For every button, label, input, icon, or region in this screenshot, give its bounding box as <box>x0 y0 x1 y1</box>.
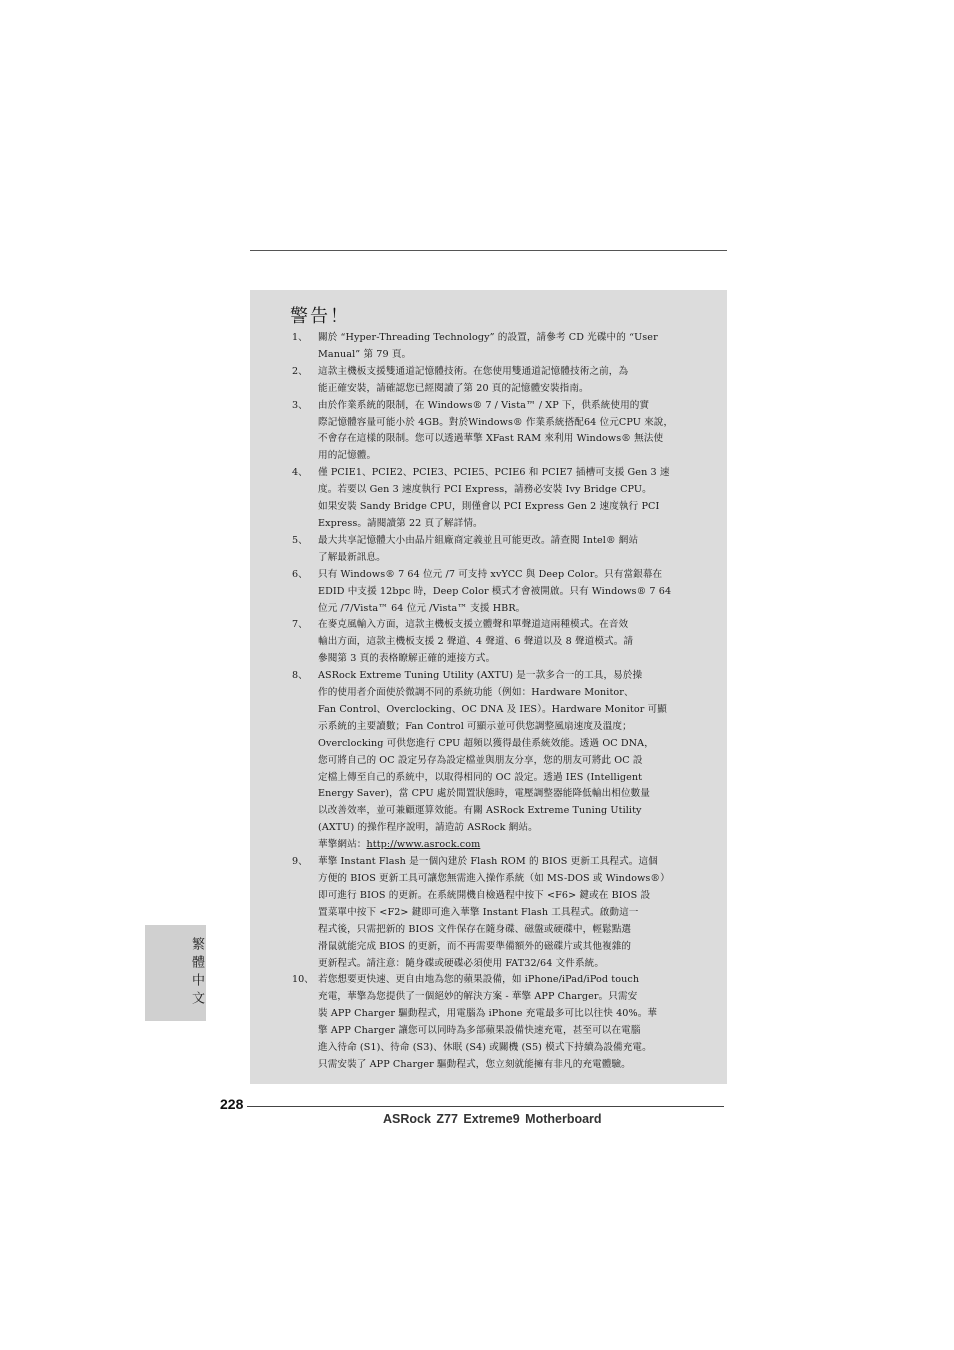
website-label: 華擎網站： <box>318 839 367 851</box>
list-item <box>292 854 684 972</box>
list-item-line: 滑鼠就能完成 BIOS 的更新，而不再需要準備額外的磁碟片或其他複雜的 <box>318 940 632 952</box>
website-row <box>318 837 684 854</box>
list-item-line: 這款主機板支援雙通道記憶體技術。在您使用雙通道記憶體技術之前，為 <box>318 365 629 377</box>
list-item-line: 位元 /7/Vista™ 64 位元 /Vista™ 支援 HBR。 <box>318 602 526 614</box>
list-item-line: (AXTU) 的操作程序說明，請造訪 ASRock 網站。 <box>318 822 538 834</box>
list-item-line: Express。請閱讀第 22 頁了解詳情。 <box>318 517 483 529</box>
list-item <box>292 617 684 668</box>
list-item-line: 以改善效率，並可兼顧運算效能。有關 ASRock Extreme Tuning Utility <box>318 805 642 817</box>
list-item-number: 9、 <box>292 856 308 868</box>
list-item <box>292 364 684 398</box>
list-item-line: 度。若要以 Gen 3 速度執行 PCI Express，請務必安裝 Ivy Bridge CPU。 <box>318 484 652 496</box>
list-item-line: 擎 APP Charger 讓您可以同時為多部蘋果設備快速充電，甚至可以在電腦 <box>318 1025 641 1037</box>
list-item-line: 裝 APP Charger 驅動程式，用電腦為 iPhone 充電最多可比以往快 40%。華 <box>318 1008 658 1020</box>
website-link[interactable]: http://www.asrock.com <box>366 839 481 851</box>
list-item <box>292 972 684 1073</box>
list-item-line: 華擎 Instant Flash 是一個內建於 Flash ROM 的 BIOS 更新工具程式。這個 <box>318 856 658 868</box>
list-item-line: 關於 “Hyper-Threading Technology” 的設置，請參考 CD 光碟中的 “User <box>318 332 658 343</box>
list-item-number: 7、 <box>292 619 308 631</box>
list-item <box>292 567 684 618</box>
list-item <box>292 533 684 567</box>
list-item-line: 若您想要更快速、更自由地為您的蘋果設備，如 iPhone/iPad/iPod touch <box>318 974 640 986</box>
list-item-line: 即可進行 BIOS 的更新。在系統開機自檢過程中按下 <F6> 鍵或在 BIOS 設 <box>318 889 651 901</box>
list-item-line: 充電，華擎為您提供了一個絕妙的解決方案 - 華擎 APP Charger。只需安 <box>318 991 638 1003</box>
list-item-line: Fan Control、Overclocking、OC DNA 及 IES）。Hardware Monitor 可顯 <box>318 703 667 715</box>
list-item-line: 方便的 BIOS 更新工具可讓您無需進入操作系統（如 MS-DOS 或 Windows®） <box>318 873 670 884</box>
list-item-line: 如果安裝 Sandy Bridge CPU，則僅會以 PCI Express Gen 2 速度執行 PCI <box>318 501 660 513</box>
list-item-number: 2、 <box>292 365 308 377</box>
list-item-line: 參閱第 3 頁的表格瞭解正確的連接方式。 <box>318 653 496 665</box>
list-item-line: 只有 Windows® 7 64 位元 /7 可支持 xvYCC 與 Deep Color。只有當銀幕在 <box>318 568 663 580</box>
list-item <box>292 668 684 854</box>
notice-box <box>250 290 727 1084</box>
notice-list <box>292 330 684 1074</box>
list-item-line: 僅 PCIE1、PCIE2、PCIE3、PCIE5、PCIE6 和 PCIE7 插槽可支援 Gen 3 速 <box>318 467 670 479</box>
list-item-line: EDID 中支援 12bpc 時，Deep Color 模式才會被開啟。只有 Windows® 7 64 <box>318 585 672 597</box>
list-item-line: 最大共享記憶體大小由晶片組廠商定義並且可能更改。請查閱 Intel® 網站 <box>318 534 639 546</box>
list-item-line: 作的使用者介面使於微調不同的系統功能（例如：Hardware Monitor、 <box>318 687 634 699</box>
list-item-line: 不會存在這樣的限制。您可以透過華擎 XFast RAM 來利用 Windows® 無法使 <box>318 433 664 445</box>
language-tab-label: 繁體中文 <box>189 937 204 1009</box>
list-item-line: 進入待命 (S1)、待命 (S3)、休眠 (S4) 或關機 (S5) 模式下持續為設備充電。 <box>318 1042 652 1054</box>
list-item-line: 了解最新訊息。 <box>318 551 386 563</box>
list-item-number: 8、 <box>292 670 308 682</box>
notice-title: 警告！ <box>290 306 350 327</box>
list-item <box>292 465 684 533</box>
list-item-line: 在麥克風輸入方面，這款主機板支援立體聲和單聲道這兩種模式。在音效 <box>318 619 629 631</box>
list-item-line: Energy Saver)，當 CPU 處於閒置狀態時，電壓調整器能降低輸出相位數量 <box>318 788 651 800</box>
list-item-line: 用的記憶體。 <box>318 450 377 462</box>
list-item-line: 程式後，只需把新的 BIOS 文件保存在隨身碟、磁盤或硬碟中，輕鬆點選 <box>318 923 632 935</box>
list-item-line: ASRock Extreme Tuning Utility (AXTU) 是一款多合一的工具，易於操 <box>318 670 643 682</box>
page-number: 228 <box>220 1096 244 1112</box>
list-item-number: 3、 <box>292 399 308 411</box>
list-item-number: 6、 <box>292 568 308 580</box>
list-item <box>292 398 684 466</box>
language-tab <box>145 925 206 1021</box>
list-item-number: 4、 <box>292 467 308 479</box>
list-item-line: 置菜單中按下 <F2> 鍵即可進入華擎 Instant Flash 工具程式。啟動這一 <box>318 906 639 918</box>
list-item-number: 5、 <box>292 534 308 546</box>
list-item-line: Manual” 第 79 頁。 <box>318 348 412 360</box>
list-item-line: 能正確安裝，請確認您已經閱讀了第 20 頁的記憶體安裝指南。 <box>318 382 589 394</box>
footer-title: ASRock Z77 Extreme9 Motherboard <box>383 1112 602 1126</box>
list-item-line: 只需安裝了 APP Charger 驅動程式，您立刻就能擁有非凡的充電體驗。 <box>318 1058 631 1070</box>
list-item-line: 輸出方面，這款主機板支援 2 聲道、4 聲道、6 聲道以及 8 聲道模式。請 <box>318 636 634 648</box>
list-item <box>292 330 684 364</box>
list-item-line: 際記憶體容量可能小於 4GB。對於Windows® 作業系統搭配64 位元CPU 來說， <box>318 416 674 428</box>
list-item-line: Overclocking 可供您進行 CPU 超頻以獲得最佳系統效能。透過 OC DNA， <box>318 737 654 749</box>
list-item-number: 10、 <box>292 974 314 986</box>
list-item-number: 1、 <box>292 332 308 343</box>
list-item-line: 由於作業系統的限制，在 Windows® 7 / Vista™ / XP 下，供系統使用的實 <box>318 399 650 411</box>
list-item-line: 示系統的主要讀數；Fan Control 可顯示並可供您調整風扇速度及溫度； <box>318 720 632 732</box>
list-item-line: 定檔上傳至自己的系統中，以取得相同的 OC 設定。透過 IES (Intelligent <box>318 771 643 783</box>
top-divider <box>250 250 727 251</box>
list-item-line: 您可將自己的 OC 設定另存為設定檔並與朋友分享，您的朋友可將此 OC 設 <box>318 754 643 766</box>
bottom-divider <box>247 1106 724 1107</box>
list-item-line: 更新程式。請注意：隨身碟或硬碟必須使用 FAT32/64 文件系統。 <box>318 957 605 969</box>
